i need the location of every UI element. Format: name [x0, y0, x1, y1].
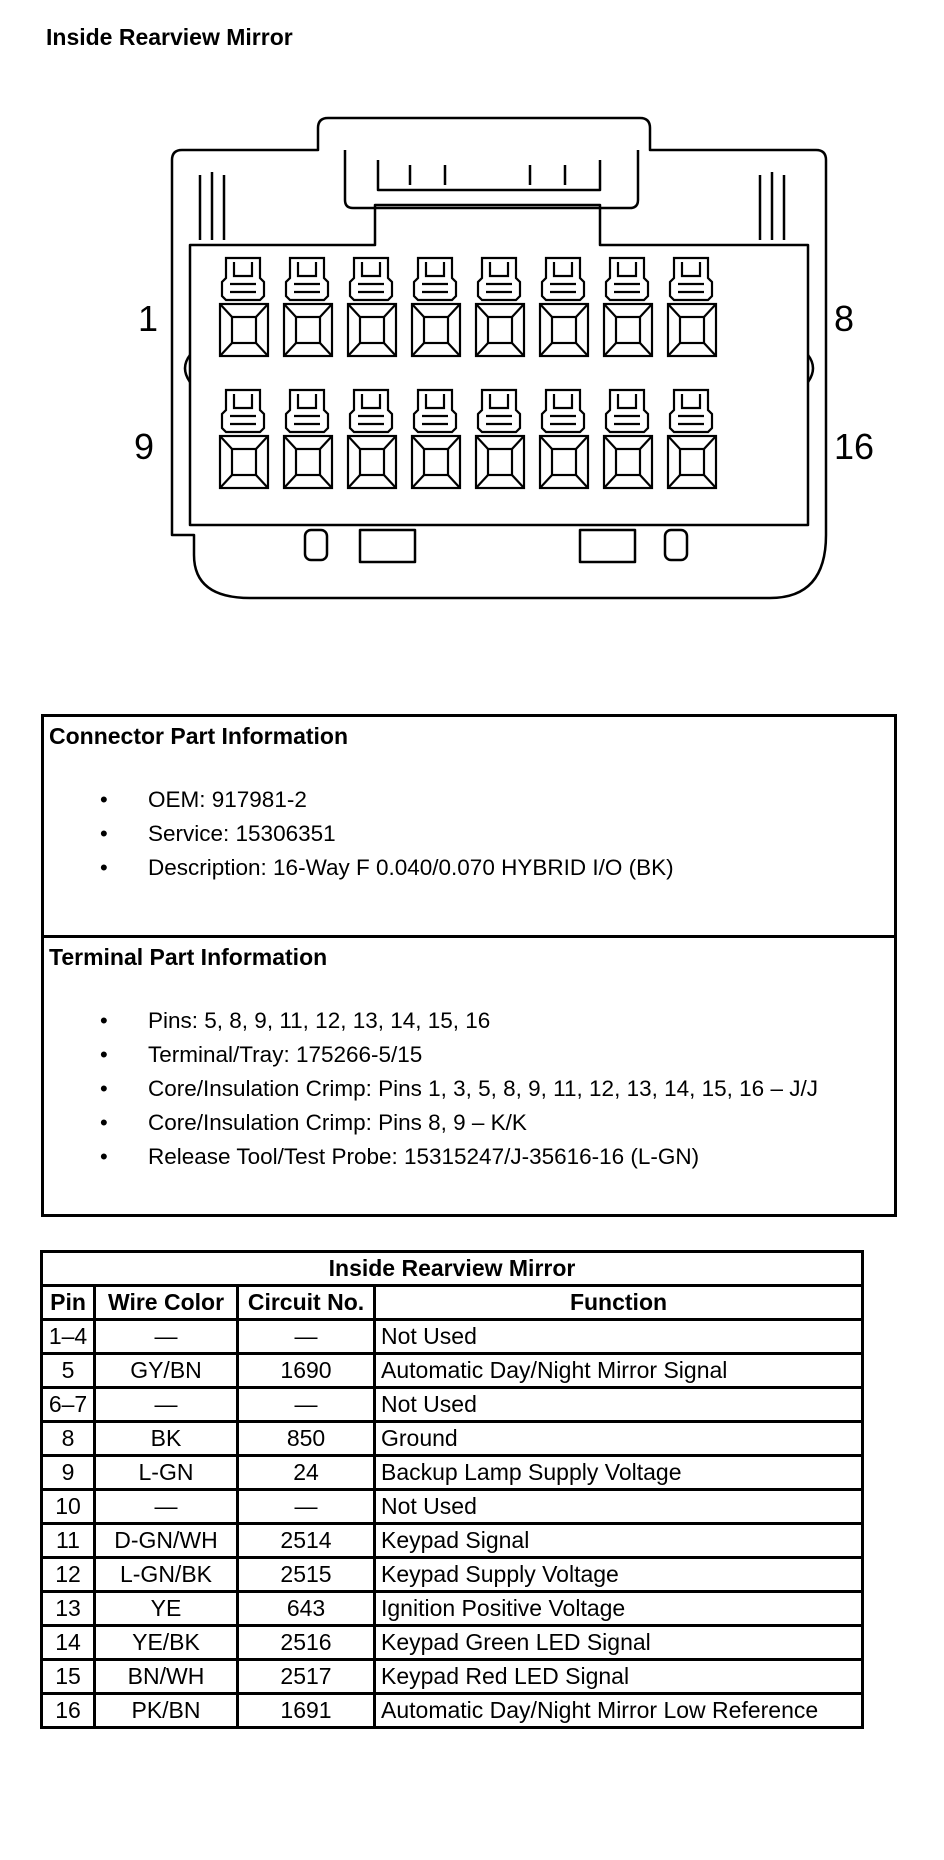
terminal-cavity — [284, 258, 332, 356]
wire-color-cell: YE/BK — [95, 1626, 238, 1660]
circuit-cell: — — [238, 1388, 375, 1422]
function-cell: Not Used — [375, 1320, 863, 1354]
list-item — [44, 1004, 894, 1038]
list-item — [44, 783, 894, 817]
table-row — [42, 1694, 863, 1728]
terminal-info-heading: Terminal Part Information — [49, 944, 328, 970]
col-header-circuit: Circuit No. — [238, 1286, 375, 1320]
terminal-cavity — [540, 390, 588, 488]
list-item-text: Terminal/Tray: 175266-5/15 — [148, 1042, 423, 1067]
table-row — [42, 1490, 863, 1524]
function-cell: Backup Lamp Supply Voltage — [375, 1456, 863, 1490]
wire-color-cell: D-GN/WH — [95, 1524, 238, 1558]
wire-color-cell: GY/BN — [95, 1354, 238, 1388]
bullet-icon: • — [100, 1076, 108, 1101]
list-item-text: Release Tool/Test Probe: 15315247/J-35616-16 (L-GN) — [148, 1144, 700, 1169]
page-title: Inside Rearview Mirror — [46, 24, 293, 50]
terminal-cavity — [476, 258, 524, 356]
circuit-cell: — — [238, 1490, 375, 1524]
pin-label-8: 8 — [834, 298, 855, 339]
circuit-cell: 2515 — [238, 1558, 375, 1592]
function-cell: Keypad Signal — [375, 1524, 863, 1558]
connector-info-heading: Connector Part Information — [49, 723, 349, 749]
wire-color-cell: YE — [95, 1592, 238, 1626]
pin-cell: 6–7 — [42, 1388, 95, 1422]
col-header-pin: Pin — [42, 1286, 95, 1320]
list-item — [44, 1072, 894, 1106]
bullet-icon: • — [100, 1144, 108, 1169]
circuit-cell: 643 — [238, 1592, 375, 1626]
bullet-icon: • — [100, 1042, 108, 1067]
wire-color-cell: — — [95, 1388, 238, 1422]
pin-cell: 9 — [42, 1456, 95, 1490]
function-cell: Keypad Green LED Signal — [375, 1626, 863, 1660]
pin-cell: 12 — [42, 1558, 95, 1592]
list-item — [44, 817, 894, 851]
connector-info-list — [44, 783, 894, 885]
list-item — [44, 1106, 894, 1140]
table-row — [42, 1524, 863, 1558]
pinout-table — [40, 1250, 864, 1729]
list-item-text: Service: 15306351 — [148, 821, 336, 846]
pin-cell: 13 — [42, 1592, 95, 1626]
terminal-cavity — [348, 258, 396, 356]
circuit-cell: 1690 — [238, 1354, 375, 1388]
pin-cell: 11 — [42, 1524, 95, 1558]
list-item — [44, 1038, 894, 1072]
connector-info-section — [44, 717, 894, 935]
bullet-icon: • — [100, 1110, 108, 1135]
part-info-box — [41, 714, 897, 1217]
function-cell: Automatic Day/Night Mirror Low Reference — [375, 1694, 863, 1728]
terminal-cavity — [412, 390, 460, 488]
pin-label-16: 16 — [834, 426, 875, 467]
pin-cell: 16 — [42, 1694, 95, 1728]
wire-color-cell: BK — [95, 1422, 238, 1456]
col-header-function: Function — [375, 1286, 863, 1320]
terminal-info-section — [44, 938, 894, 1218]
table-row — [42, 1660, 863, 1694]
function-cell: Not Used — [375, 1490, 863, 1524]
list-item-text: OEM: 917981-2 — [148, 787, 307, 812]
circuit-cell: 2517 — [238, 1660, 375, 1694]
function-cell: Keypad Red LED Signal — [375, 1660, 863, 1694]
terminal-cavity — [540, 258, 588, 356]
pin-cell: 15 — [42, 1660, 95, 1694]
bullet-icon: • — [100, 1008, 108, 1033]
table-row — [42, 1388, 863, 1422]
function-cell: Ignition Positive Voltage — [375, 1592, 863, 1626]
terminal-cavity — [604, 390, 652, 488]
table-row — [42, 1626, 863, 1660]
circuit-cell: 2514 — [238, 1524, 375, 1558]
table-row — [42, 1320, 863, 1354]
wire-color-cell: — — [95, 1320, 238, 1354]
table-title: Inside Rearview Mirror — [42, 1252, 863, 1286]
pin-cell: 1–4 — [42, 1320, 95, 1354]
function-cell: Ground — [375, 1422, 863, 1456]
circuit-cell: 24 — [238, 1456, 375, 1490]
wire-color-cell: BN/WH — [95, 1660, 238, 1694]
wire-color-cell: — — [95, 1490, 238, 1524]
function-cell: Not Used — [375, 1388, 863, 1422]
terminal-cavity — [668, 258, 716, 356]
bullet-icon: • — [100, 855, 108, 880]
circuit-cell: 1691 — [238, 1694, 375, 1728]
wire-color-cell: L-GN/BK — [95, 1558, 238, 1592]
list-item-text: Pins: 5, 8, 9, 11, 12, 13, 14, 15, 16 — [148, 1008, 491, 1033]
circuit-cell: — — [238, 1320, 375, 1354]
col-header-wire-color: Wire Color — [95, 1286, 238, 1320]
table-row — [42, 1592, 863, 1626]
function-cell: Keypad Supply Voltage — [375, 1558, 863, 1592]
terminal-cavity — [476, 390, 524, 488]
pin-cell: 14 — [42, 1626, 95, 1660]
list-item-text: Core/Insulation Crimp: Pins 8, 9 – K/K — [148, 1110, 527, 1135]
list-item — [44, 851, 894, 885]
circuit-cell: 850 — [238, 1422, 375, 1456]
terminal-cavity — [220, 258, 268, 356]
pin-cell: 10 — [42, 1490, 95, 1524]
latch — [345, 150, 638, 208]
terminal-cavity — [668, 390, 716, 488]
bullet-icon: • — [100, 821, 108, 846]
terminal-cavity — [604, 258, 652, 356]
circuit-cell: 2516 — [238, 1626, 375, 1660]
function-cell: Automatic Day/Night Mirror Signal — [375, 1354, 863, 1388]
pin-cell: 8 — [42, 1422, 95, 1456]
terminal-cavity — [284, 390, 332, 488]
pin-label-9: 9 — [134, 426, 155, 467]
bullet-icon: • — [100, 787, 108, 812]
list-item — [44, 1140, 894, 1174]
table-row — [42, 1558, 863, 1592]
table-row — [42, 1354, 863, 1388]
terminal-cavity — [412, 258, 460, 356]
wire-color-cell: L-GN — [95, 1456, 238, 1490]
wire-color-cell: PK/BN — [95, 1694, 238, 1728]
pin-label-1: 1 — [138, 298, 159, 339]
terminal-cavity — [348, 390, 396, 488]
terminal-info-list — [44, 1004, 894, 1174]
list-item-text: Core/Insulation Crimp: Pins 1, 3, 5, 8, 9, 11, 12, 13, 14, 15, 16 – J/J — [148, 1076, 818, 1101]
list-item-text: Description: 16-Way F 0.040/0.070 HYBRID I/O (BK) — [148, 855, 674, 880]
pin-cell: 5 — [42, 1354, 95, 1388]
table-row — [42, 1456, 863, 1490]
table-row — [42, 1422, 863, 1456]
terminal-cavity — [220, 390, 268, 488]
